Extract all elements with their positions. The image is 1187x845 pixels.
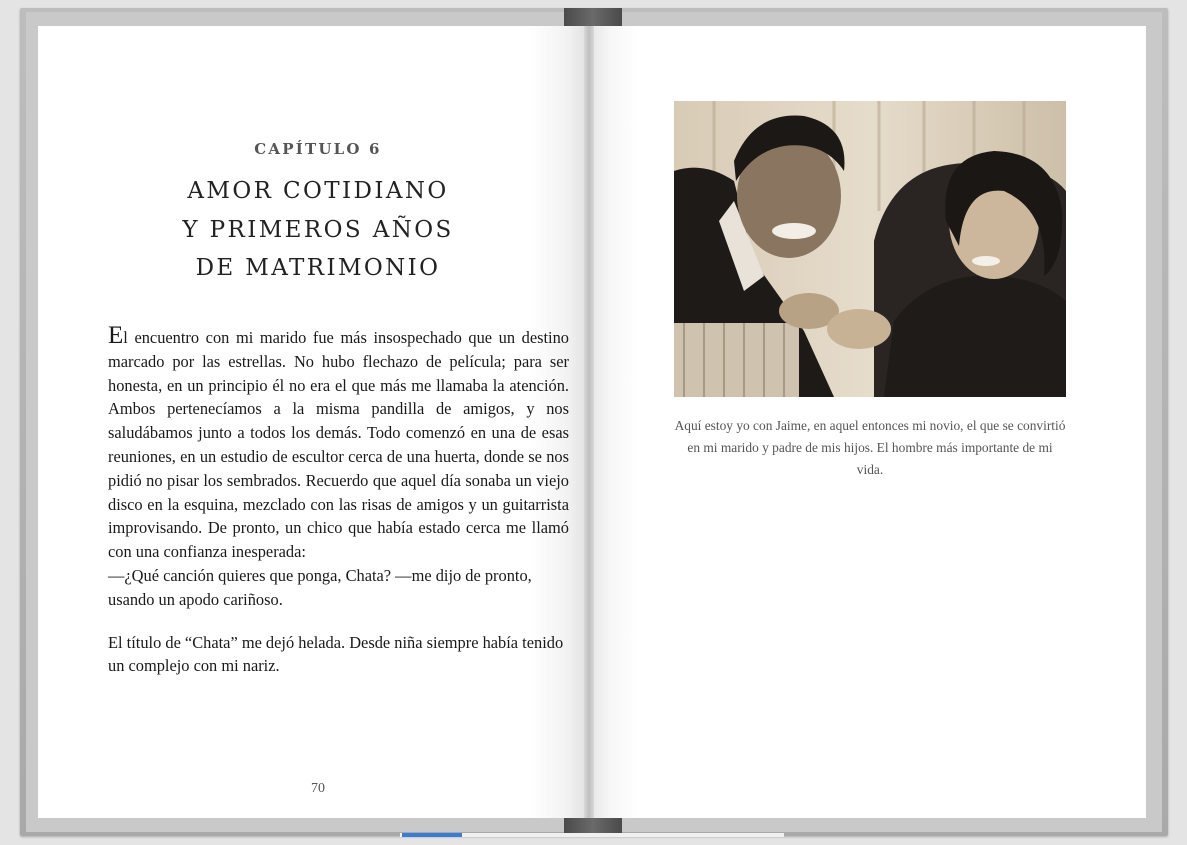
paragraph: El título de “Chata” me dejó helada. Desde niña siempre había tenido un complejo con mi nariz. bbox=[108, 632, 564, 676]
book-gutter bbox=[584, 26, 594, 818]
couple-photo bbox=[674, 101, 1066, 397]
chapter-title-line: DE MATRIMONIO bbox=[195, 255, 441, 281]
paragraph bbox=[108, 322, 569, 564]
paragraph-text: l encuentro con mi marido fue más insospechado que un destino marcado por las estrellas. No hubo flechazo de película; para ser honesta, en un principio él no era el que más me llamaba la atención. Ambos pertenecíamos a la misma pandilla de amigos, y nos saludábamos junto a todos los demás. Todo comenzó en una de esas reuniones, en un estudio de escultor cerca de una huerta, donde se nos pidió no pisar los sembrados. Recuerdo que aquel día sonaba un viejo disco en la esquina, mezclado con las risas de amigos y un guitarrista improvisando. De pronto, un chico que había estado cerca me llamó con una confianza inesperada: bbox=[108, 328, 569, 562]
dialogue-paragraph: —¿Qué canción quieres que ponga, Chata? —me dijo de pronto, usando un apodo cariñoso. bbox=[108, 565, 532, 609]
right-page[interactable] bbox=[594, 26, 1146, 818]
page-number: 70 bbox=[311, 781, 325, 796]
chapter-label: CAPÍTULO 6 bbox=[254, 140, 382, 158]
chapter-title-line: AMOR COTIDIANO bbox=[187, 178, 449, 204]
body-text bbox=[108, 322, 569, 678]
spine-top bbox=[564, 8, 622, 26]
page-scrollbar-thumb[interactable] bbox=[402, 833, 462, 837]
page-scrollbar[interactable] bbox=[400, 833, 784, 837]
photo-caption: Aquí estoy yo con Jaime, en aquel entonces mi novio, el que se convirtió en mi marido y padre de mis hijos. El hombre más importante de mi vida. bbox=[674, 418, 1066, 477]
chapter-title-line: Y PRIMEROS AÑOS bbox=[182, 216, 454, 243]
drop-cap: E bbox=[108, 322, 124, 349]
sepia-photo-illustration bbox=[674, 101, 1066, 397]
left-page[interactable] bbox=[38, 26, 584, 818]
chapter-title bbox=[38, 172, 598, 288]
